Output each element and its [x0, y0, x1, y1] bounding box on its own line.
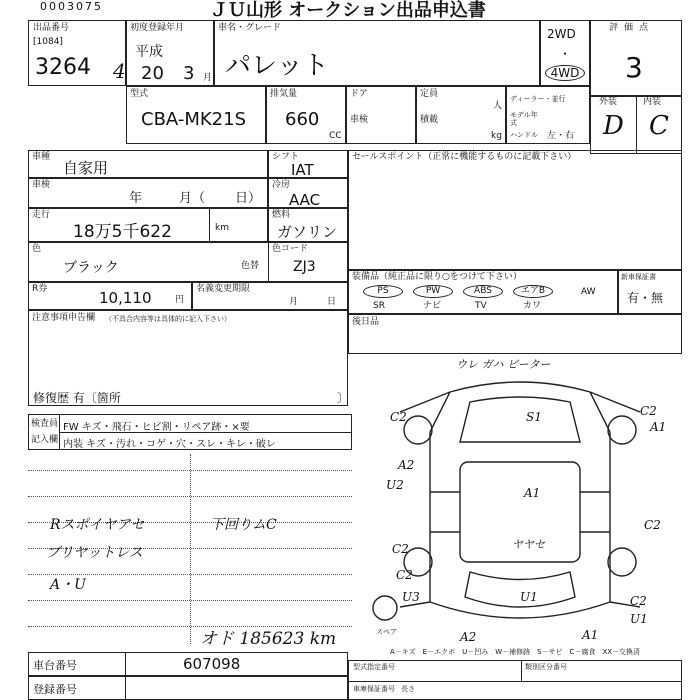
aircon-label: 冷房 — [272, 180, 291, 190]
equip-pw: PW — [413, 285, 453, 298]
damage-legend: A－キズ E－エクボ U－凹み W－補修跡 S－サビ C－腐食 XX－交換済 — [390, 648, 641, 656]
diag-label-14: C2 — [630, 594, 647, 608]
inspection-day: 日） — [235, 191, 262, 206]
interior-score: C — [649, 111, 669, 141]
equip-leather: カワ — [523, 301, 542, 311]
diag-label-3: A1 — [650, 420, 667, 434]
displacement-unit: CC — [329, 131, 342, 141]
shift-box — [268, 150, 348, 178]
listing-hand-mark: 4 — [113, 59, 126, 83]
mileage-value: 18万5千622 — [73, 222, 172, 242]
drive-box — [540, 20, 590, 86]
listing-number: 3264 — [35, 55, 91, 80]
garage-label: 車庫保証番号 — [353, 685, 395, 693]
check-row-2: 内装 キズ・汚れ・コゲ・穴・スレ・キレ・破レ — [63, 439, 276, 450]
aircon-box — [268, 178, 348, 208]
dealer-label: ディーラー・並行 — [510, 95, 566, 103]
inspection-label: 車検 — [32, 180, 51, 190]
diag-label-4: S1 — [526, 410, 542, 424]
meigi-day: 日 — [327, 297, 337, 307]
drive-dot: ・ — [559, 47, 572, 61]
diag-label-7: A1 — [524, 486, 541, 500]
spare-label: スペア — [376, 628, 397, 636]
inspection-month: 月（ — [179, 191, 206, 206]
diag-label-9: C2 — [392, 542, 409, 556]
fuel-value: ガソリン — [277, 223, 338, 241]
color-code-box — [268, 242, 348, 282]
equip-tv: TV — [475, 301, 487, 311]
type-approval-box — [348, 660, 682, 700]
diag-label-11: ヤヤセ — [512, 538, 545, 551]
model-box — [126, 86, 266, 144]
notes-label: 注意事項申告欄 — [32, 313, 96, 323]
odometer-note: オド 185623 km — [200, 629, 337, 649]
registration-era: 平成 — [135, 44, 163, 60]
fuel-box — [268, 208, 348, 242]
weight-label: 車検 — [350, 115, 369, 125]
meigi-box — [192, 282, 348, 310]
frame-number-label: 車台番号 — [33, 659, 77, 672]
listing-box — [28, 20, 126, 86]
hand-note-left-3: A・U — [50, 577, 86, 593]
equipment-box — [348, 270, 618, 314]
handle-value: 左・右 — [547, 131, 575, 141]
exterior-label: 外装 — [599, 97, 618, 107]
recycle-box — [28, 282, 192, 310]
usage-value: 自家用 — [63, 159, 109, 177]
recycle-value: 10,110 — [99, 289, 152, 307]
color-code-label: 色コード — [272, 244, 309, 254]
recycle-unit: 円 — [175, 295, 185, 305]
repair-close: 〕 — [337, 391, 350, 405]
hand-note-right-1: 下回りムC — [210, 517, 277, 533]
notes-box — [28, 310, 348, 406]
model-value: CBA-MK21S — [141, 109, 246, 130]
dealer-box — [506, 86, 590, 144]
inspection-box — [28, 178, 268, 208]
inspector-label-2: 記入欄 — [31, 435, 59, 445]
diag-label-10: C2 — [396, 568, 413, 582]
car-name-box — [214, 20, 540, 86]
kg-unit: kg — [491, 131, 502, 141]
usage-box — [28, 150, 268, 178]
equip-sr: SR — [373, 301, 385, 311]
car-name-label: 車名・グレード — [218, 23, 282, 33]
model-label: 型式 — [130, 89, 149, 99]
later-items-box — [348, 314, 682, 354]
equip-ps: PS — [363, 285, 403, 298]
fuel-label: 燃料 — [272, 210, 291, 220]
diag-label-5: A2 — [398, 458, 415, 472]
displacement-value: 660 — [285, 109, 320, 130]
car-name-value: パレット — [225, 51, 329, 81]
shift-label: シフト — [272, 152, 300, 162]
length-label: 長さ — [401, 685, 415, 693]
diag-label-16: A2 — [460, 630, 477, 644]
diag-label-8: C2 — [644, 518, 661, 532]
diagram-top-note: ウレ ガハ ビーター — [456, 358, 551, 371]
meigi-label: 名義変更期限 — [196, 284, 251, 294]
diag-label-6: U2 — [386, 478, 404, 492]
handle-label: ハンドル — [510, 131, 538, 139]
usage-label: 車種 — [32, 152, 51, 162]
equip-abs: ABS — [463, 285, 503, 298]
color-code-value: ZJ3 — [293, 259, 316, 275]
aircon-value: AAC — [289, 191, 321, 209]
later-items-label: 後日品 — [352, 317, 380, 327]
displacement-label: 排気量 — [270, 89, 298, 99]
score-value: 3 — [625, 51, 643, 84]
drive-2wd: 2WD — [547, 27, 576, 41]
registration-year: 20 — [141, 63, 164, 84]
diag-label-1: C2 — [390, 410, 407, 424]
type-approval-label: 型式指定番号 — [353, 663, 395, 671]
notes-sub: （不具合内容等は具体的に記入下さい） — [105, 315, 231, 323]
reg-number-box — [28, 676, 348, 700]
diag-label-2: C2 — [640, 404, 657, 418]
mileage-box — [28, 208, 268, 242]
diag-label-12: U3 — [402, 590, 420, 604]
mileage-unit: km — [215, 223, 229, 233]
model-year-label: モデル年式 — [510, 111, 538, 127]
repaint-label: 色替 — [241, 261, 260, 271]
color-value: ブラック — [63, 260, 119, 276]
sales-point-label: セールスポイント（正常に機能するものに記載下さい） — [352, 152, 577, 162]
equip-airbag: エアB — [513, 285, 553, 298]
registration-month: 3 — [183, 63, 195, 84]
exterior-interior-box — [590, 96, 682, 154]
category-label: 類別区分番号 — [525, 663, 567, 671]
door-box — [346, 86, 416, 144]
registration-label: 初度登録年月 — [130, 23, 185, 33]
diag-label-17: A1 — [582, 628, 599, 642]
door-label: ドア — [350, 89, 368, 99]
capacity-box — [416, 86, 506, 144]
inspector-box — [28, 414, 352, 450]
hand-note-left-2: ブリヤットレス — [46, 545, 143, 561]
new-guarantee-label: 新車保証書 — [621, 273, 656, 281]
check-row-1: FW キズ・飛石・ヒビ割・リペア跡・×要 — [63, 422, 250, 433]
shift-value: IAT — [291, 161, 314, 179]
capacity-unit: 人 — [493, 101, 503, 111]
equip-aw: AW — [581, 287, 596, 297]
reg-number-label: 登録番号 — [33, 683, 77, 696]
new-guarantee-box — [618, 270, 682, 314]
displacement-box — [266, 86, 346, 144]
repair-history: 修復歴 有〔箇所 — [33, 391, 121, 405]
page-title: ＪＵ山形 オークション出品申込書 — [210, 0, 486, 21]
exterior-score: D — [603, 111, 624, 141]
sales-point-box — [348, 150, 682, 270]
score-box — [590, 20, 682, 96]
hand-note-left-1: Rスポイヤアセ — [50, 517, 145, 533]
listing-label: 出品番号 — [33, 23, 70, 33]
score-label: 評価点 — [609, 23, 655, 33]
new-guarantee-value: 有・無 — [627, 291, 664, 305]
frame-number-box — [28, 652, 348, 676]
registration-month-unit: 月 — [203, 73, 213, 83]
inspection-year: 年 — [129, 191, 143, 206]
meigi-month: 月 — [289, 297, 299, 307]
listing-code: [1084] — [33, 37, 63, 47]
diag-label-13: U1 — [520, 590, 538, 604]
interior-label: 内装 — [643, 97, 662, 107]
mileage-label: 走行 — [32, 210, 51, 220]
capacity-label: 定員 — [420, 89, 439, 99]
equipment-label: 装備品（純正品に限り○をつけて下さい） — [352, 272, 522, 282]
drive-4wd: 4WD — [545, 65, 585, 81]
recycle-label: R券 — [32, 284, 48, 294]
color-label: 色 — [32, 244, 42, 254]
equip-navi: ナビ — [423, 301, 442, 311]
load-label: 積載 — [420, 115, 439, 125]
inspector-label-1: 検査員 — [31, 419, 59, 429]
barcode-digits: 0003075 — [40, 0, 103, 13]
diag-label-15: U1 — [630, 612, 648, 626]
frame-number-value: 607098 — [183, 655, 241, 673]
registration-box — [126, 20, 214, 86]
